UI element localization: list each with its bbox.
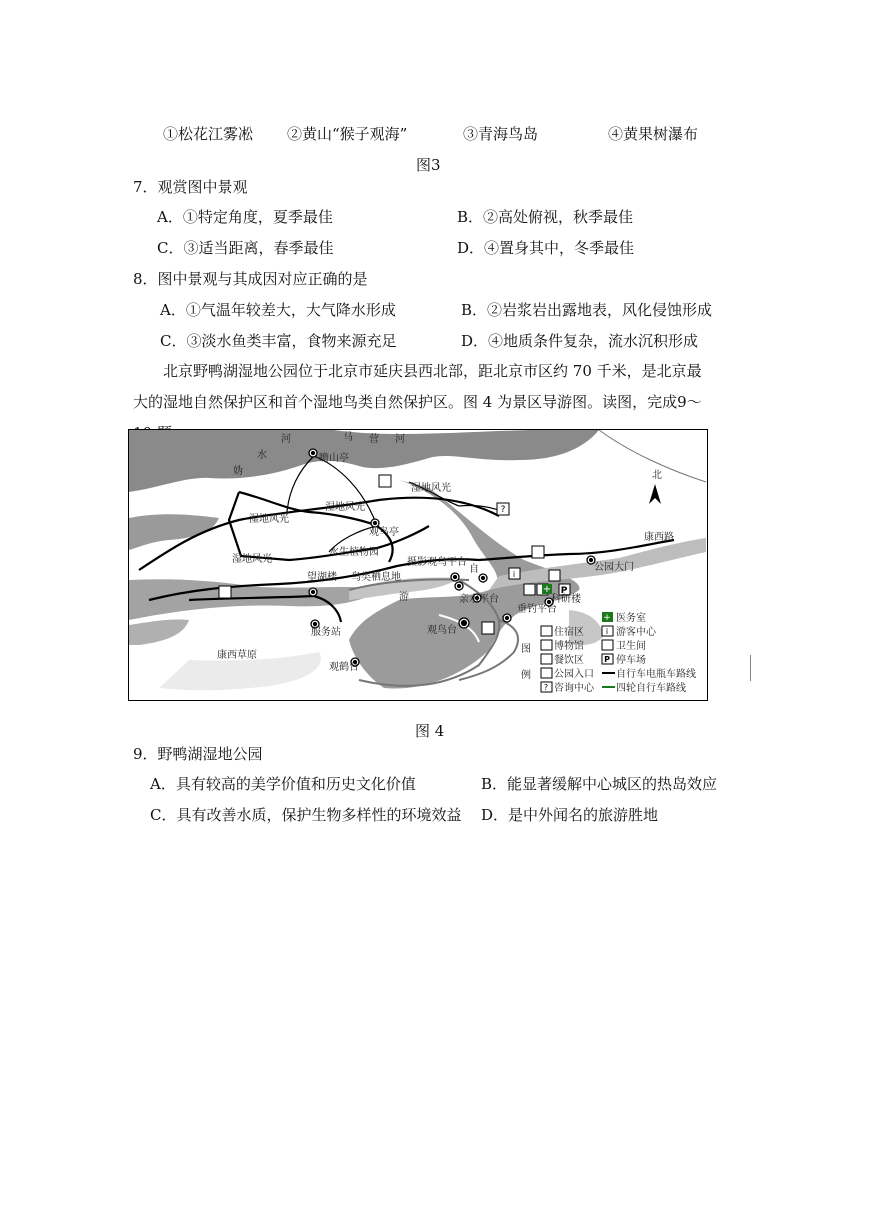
q8-option-d[interactable]: D．④地质条件复杂，流水沉积形成	[461, 332, 699, 350]
river-char-2: 水	[257, 450, 267, 461]
svg-text:+: +	[542, 584, 552, 595]
legend-dianping: 自行车电瓶车路线	[616, 669, 696, 680]
q7-option-c[interactable]: C．③适当距离，春季最佳	[157, 239, 334, 257]
legend-zhusu: 住宿区	[554, 627, 584, 638]
label-gongyuan-gate: 公园大门	[594, 562, 634, 573]
q8-stem: 8．图中景观与其成因对应正确的是	[133, 270, 368, 288]
river-char-1: 妫	[233, 466, 243, 477]
q7-option-b[interactable]: B．②高处俯视，秋季最佳	[457, 208, 634, 226]
legend-silun: 四轮自行车路线	[616, 683, 686, 694]
legend-title-tu: 图	[521, 644, 531, 655]
park-map	[128, 429, 708, 701]
label-kexuelou: 科研楼	[551, 594, 581, 605]
label-wetland-nw: 湿地风光	[249, 514, 289, 525]
river-char-4: 马	[343, 432, 353, 443]
svg-text:i: i	[512, 570, 516, 579]
svg-text:?: ?	[500, 505, 506, 515]
q8-option-a[interactable]: A．①气温年较差大，大气降水形成	[160, 301, 396, 319]
legend-tingche: 停车场	[616, 655, 646, 666]
label-kangxilu: 康西路	[644, 532, 674, 543]
q9-option-c[interactable]: C．具有改善水质，保护生物多样性的环境效益	[150, 806, 462, 824]
map-legend	[521, 611, 696, 694]
label-guanniaoting: 观鸟亭	[369, 527, 399, 538]
legend-weisheng: 卫生间	[616, 641, 646, 652]
legend-yiwushi: 医务室	[616, 613, 646, 624]
label-zhanshanting: 瞻山亭	[319, 453, 349, 464]
q9-option-d[interactable]: D．是中外闻名的旅游胜地	[481, 806, 659, 824]
intro-paragraph: 北京野鸭湖湿地公园位于北京市延庆县西北部，距北京市区约 70 千米，是北京最大的湿地自然保护区和首个湿地鸟类自然保护区。图 4 为景区导游图。读图，完成9～	[133, 362, 702, 411]
q7-option-d[interactable]: D．④置身其中，冬季最佳	[457, 239, 635, 257]
label-kangxicaoyuan: 康西草原	[217, 650, 257, 661]
label-wetland-ne: 湿地风光	[411, 483, 451, 494]
river	[129, 430, 599, 492]
label-niaolei: 鸟类栖息地	[351, 572, 401, 583]
legend-zixun: 咨询中心	[554, 683, 594, 694]
label-guanniaotai: 观鸟台	[427, 625, 457, 636]
svg-text:+: +	[603, 613, 611, 623]
figure4-label: 图 4	[415, 722, 445, 740]
label-sheying: 摄影观鸟平台	[407, 557, 467, 568]
q8-option-b[interactable]: B．②岩浆岩出露地表，风化侵蚀形成	[461, 301, 713, 319]
river-char-6: 河	[395, 434, 405, 445]
svg-text:?: ?	[543, 683, 549, 692]
label-shuisheng: 水生植物园	[329, 547, 379, 558]
caption-songhuajiang: ①松花江雾凇	[163, 125, 254, 143]
caption-qinghai: ③青海鸟岛	[463, 125, 539, 143]
edge-mark	[750, 655, 751, 681]
q9-option-b[interactable]: B．能显著缓解中心城区的热岛效应	[481, 775, 718, 793]
label-guanhetai: 观鹤台	[329, 662, 359, 673]
svg-text:P: P	[604, 655, 610, 664]
north-arrow-icon	[649, 484, 661, 504]
legend-youke: 游客中心	[616, 627, 656, 638]
label-wanghu: 望湖楼	[307, 572, 337, 583]
label-wetland-center: 湿地风光	[325, 502, 365, 513]
label-zi: 自	[469, 564, 479, 575]
q9-stem: 9．野鸭湖湿地公园	[133, 745, 263, 763]
legend-title-li: 例	[521, 670, 531, 681]
label-wetland-w: 湿地风光	[232, 554, 272, 565]
label-chuidiao: 垂钓平台	[517, 604, 557, 615]
q7-stem: 7．观赏图中景观	[133, 178, 248, 196]
legend-bowuguan: 博物馆	[554, 641, 584, 652]
legend-canyin: 餐饮区	[554, 655, 584, 666]
svg-text:P: P	[560, 586, 568, 596]
svg-text:i: i	[605, 627, 609, 636]
river-char-3: 河	[281, 434, 291, 445]
river-char-5: 营	[369, 434, 379, 445]
label-fuwuzhan: 服务站	[311, 627, 341, 638]
q8-option-c[interactable]: C．③淡水鱼类丰富，食物来源充足	[160, 332, 397, 350]
label-qinshui: 亲水平台	[459, 594, 499, 605]
q7-option-a[interactable]: A．①特定角度，夏季最佳	[157, 208, 333, 226]
label-you: 游	[399, 592, 409, 603]
legend-rukou: 公园入口	[554, 669, 594, 680]
caption-huangguoshu: ④黄果树瀑布	[608, 125, 699, 143]
q9-option-a[interactable]: A．具有较高的美学价值和历史文化价值	[150, 775, 416, 793]
north-label: 北	[652, 470, 662, 481]
figure3-label: 图3	[416, 156, 441, 174]
caption-huangshan: ②黄山“猴子观海”	[287, 125, 408, 143]
